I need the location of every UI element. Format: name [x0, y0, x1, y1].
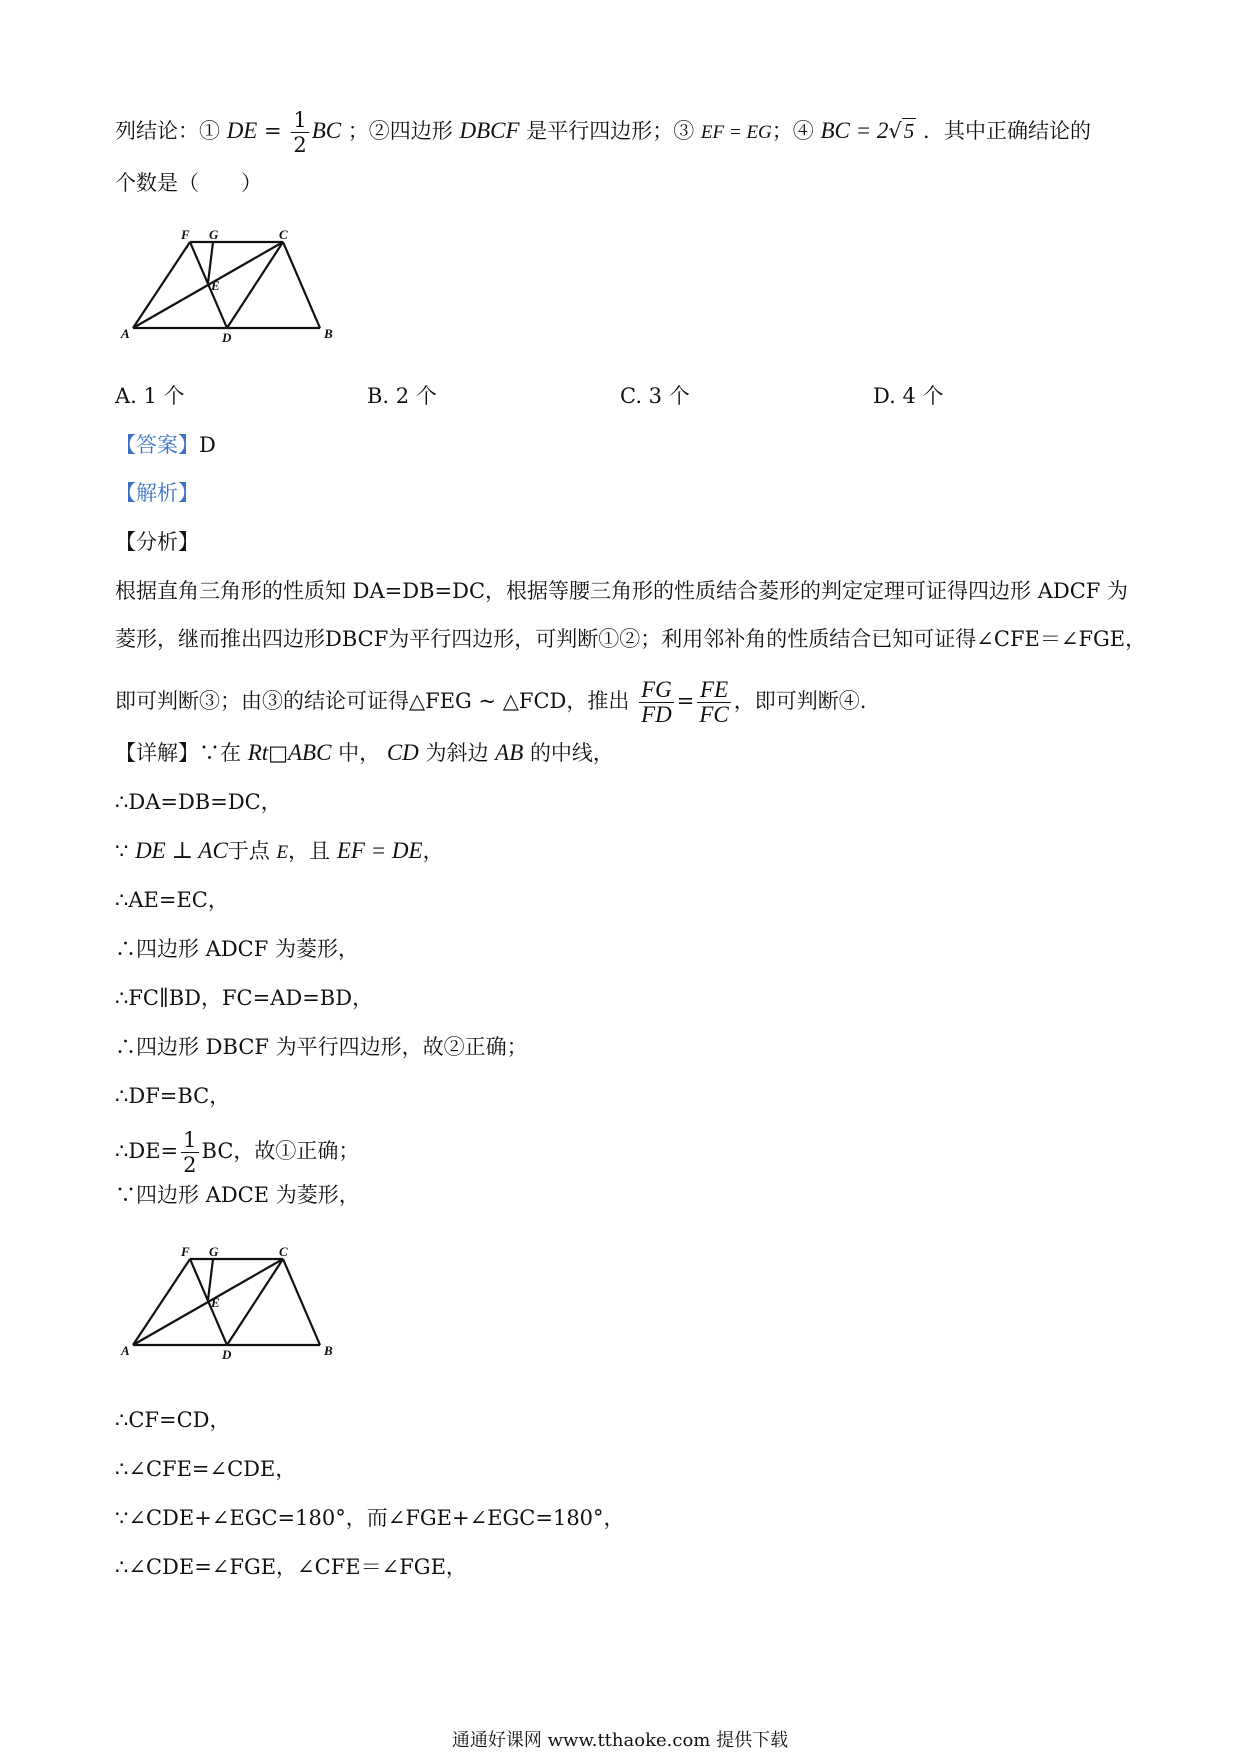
detail-tag: 【详解】	[115, 741, 199, 765]
conclusion-1-mark: ①	[199, 119, 220, 143]
frac-fc: FC	[699, 702, 729, 727]
question-line-2: 个数是（ ）	[115, 171, 262, 195]
label-E: E	[211, 278, 220, 293]
geometry-figure-2	[115, 1245, 375, 1360]
question-line-1	[115, 108, 1091, 157]
c4-lhs: BC = 2	[820, 118, 889, 143]
frac-den: 2	[293, 133, 307, 157]
detail-line-9	[115, 1128, 359, 1177]
fenxi-p3a: 即可判断③；由③的结论可证得△FEG ~ △FCD，推出	[115, 689, 630, 713]
c3-expr: EF = EG	[700, 122, 772, 143]
detail-line-5: ∴四边形 ADCF 为菱形，	[115, 937, 359, 961]
label-D: D	[222, 330, 232, 343]
fenxi-p2: 菱形，继而推出四边形DBCF为平行四边形，可判断①②；利用邻补角的性质结合已知可证得∠CFE＝∠FGE，	[115, 627, 1147, 651]
d3b: 于点	[227, 839, 270, 863]
conclusion-3-mark: ③	[673, 119, 695, 143]
d3-expr: DE ⊥ AC	[135, 838, 228, 863]
d1-ab: AB	[495, 740, 524, 765]
choice-c: C. 3 个	[620, 384, 690, 408]
detail-line-13: ∵∠CDE+∠EGC=180°，而∠FGE+∠EGC=180°，	[115, 1506, 625, 1530]
c2-name: DBCF	[459, 118, 520, 143]
label-E-2: E	[211, 1295, 220, 1310]
analysis-tag: 【解析】	[115, 481, 199, 505]
label-A: A	[121, 326, 130, 341]
label-D-2: D	[222, 1347, 232, 1360]
label-F-2: F	[181, 1245, 190, 1259]
detail-line-7: ∴四边形 DBCF 为平行四边形，故②正确；	[115, 1035, 528, 1059]
geometry-figure-1	[115, 228, 375, 343]
label-B-2: B	[324, 1343, 333, 1358]
d3a: ∵	[115, 839, 129, 863]
conclusion-2: ②四边形	[368, 119, 453, 143]
choice-d: D. 4 个	[873, 384, 944, 408]
c2-tail: 是平行四边形；	[526, 119, 674, 143]
detail-line-1	[115, 738, 614, 768]
c1-eq: =	[264, 119, 282, 143]
rt-box-symbol: □	[268, 741, 288, 765]
label-B: B	[324, 326, 333, 341]
footer-watermark: 通通好课网 www.tthaoke.com 提供下载	[451, 1730, 789, 1751]
d1b: 中，	[338, 741, 381, 765]
label-G-2: G	[209, 1245, 219, 1259]
conclusion-4-mark: ④	[792, 119, 814, 143]
d3c: ，且	[288, 839, 331, 863]
sqrt-radicand: 5	[903, 119, 915, 143]
frac-fg: FG	[641, 677, 672, 702]
frac-num: 1	[293, 108, 307, 132]
detail-line-11: ∴CF=CD，	[115, 1408, 231, 1432]
fenxi-p3b: ，即可判断④.	[733, 689, 867, 713]
d1-tri: ABC	[287, 740, 332, 765]
c1-lhs: DE	[226, 118, 258, 143]
fraction-half	[291, 108, 308, 157]
detail-line-12: ∴∠CFE=∠CDE，	[115, 1457, 297, 1481]
fenxi-tag: 【分析】	[115, 530, 199, 554]
choice-a: A. 1 个	[115, 384, 185, 408]
q-prefix: 列结论：	[115, 119, 199, 143]
d9b: BC，故①正确；	[201, 1139, 360, 1163]
label-G: G	[209, 228, 219, 242]
fraction-fe-fc	[697, 678, 730, 727]
detail-line-10: ∵四边形 ADCE 为菱形，	[115, 1183, 360, 1207]
d1-rt: Rt	[247, 740, 269, 765]
sqrt-five: √5	[888, 119, 915, 143]
d1a: ∵在	[199, 741, 241, 765]
frac-fe: FE	[697, 678, 730, 703]
label-C-2: C	[279, 1245, 288, 1259]
label-A-2: A	[121, 1343, 130, 1358]
detail-line-8: ∴DF=BC，	[115, 1084, 231, 1108]
d1c: 为斜边	[425, 741, 489, 765]
answer-tag: 【答案】	[115, 433, 199, 457]
detail-line-6: ∴FC∥BD，FC=AD=BD，	[115, 986, 374, 1010]
fenxi-p3: 即可判断③；由③的结论可证得△FEG ~ △FCD，推出 $\frac{FG}{FD}$ = $\frac{FE}{FC}$ ，即可判断④.	[115, 677, 867, 727]
q-tail: ．其中正确结论的	[922, 119, 1091, 143]
frac-fd: FD	[641, 702, 672, 727]
d9a: ∴DE=	[115, 1139, 179, 1163]
label-F: F	[181, 228, 190, 242]
sep2: ；	[771, 119, 793, 143]
d1-cd: CD	[386, 740, 419, 765]
fraction-fg-fd	[639, 678, 674, 727]
detail-line-4: ∴AE=EC，	[115, 888, 229, 912]
d9-num: 1	[183, 1128, 197, 1152]
choice-b: B. 2 个	[367, 384, 437, 408]
fraction-half-2	[181, 1128, 198, 1177]
detail-line-2: ∴DA=DB=DC，	[115, 790, 282, 814]
c1-rhs: BC	[311, 118, 342, 143]
detail-line-3	[115, 836, 444, 868]
d1d: 的中线，	[529, 741, 614, 765]
d3-e: E	[276, 842, 289, 863]
sep: ；	[347, 119, 369, 143]
fenxi-p1: 根据直角三角形的性质知 DA=DB=DC，根据等腰三角形的性质结合菱形的判定定理可证得四边形 ADCF 为	[115, 579, 1129, 603]
label-C: C	[279, 228, 288, 242]
d3d: ，	[422, 839, 444, 863]
answer-value: D	[199, 433, 216, 457]
d9-den: 2	[183, 1153, 197, 1177]
detail-line-14: ∴∠CDE=∠FGE，∠CFE＝∠FGE，	[115, 1555, 467, 1579]
answer-line	[115, 430, 216, 460]
d3-expr2: EF = DE	[336, 838, 423, 863]
